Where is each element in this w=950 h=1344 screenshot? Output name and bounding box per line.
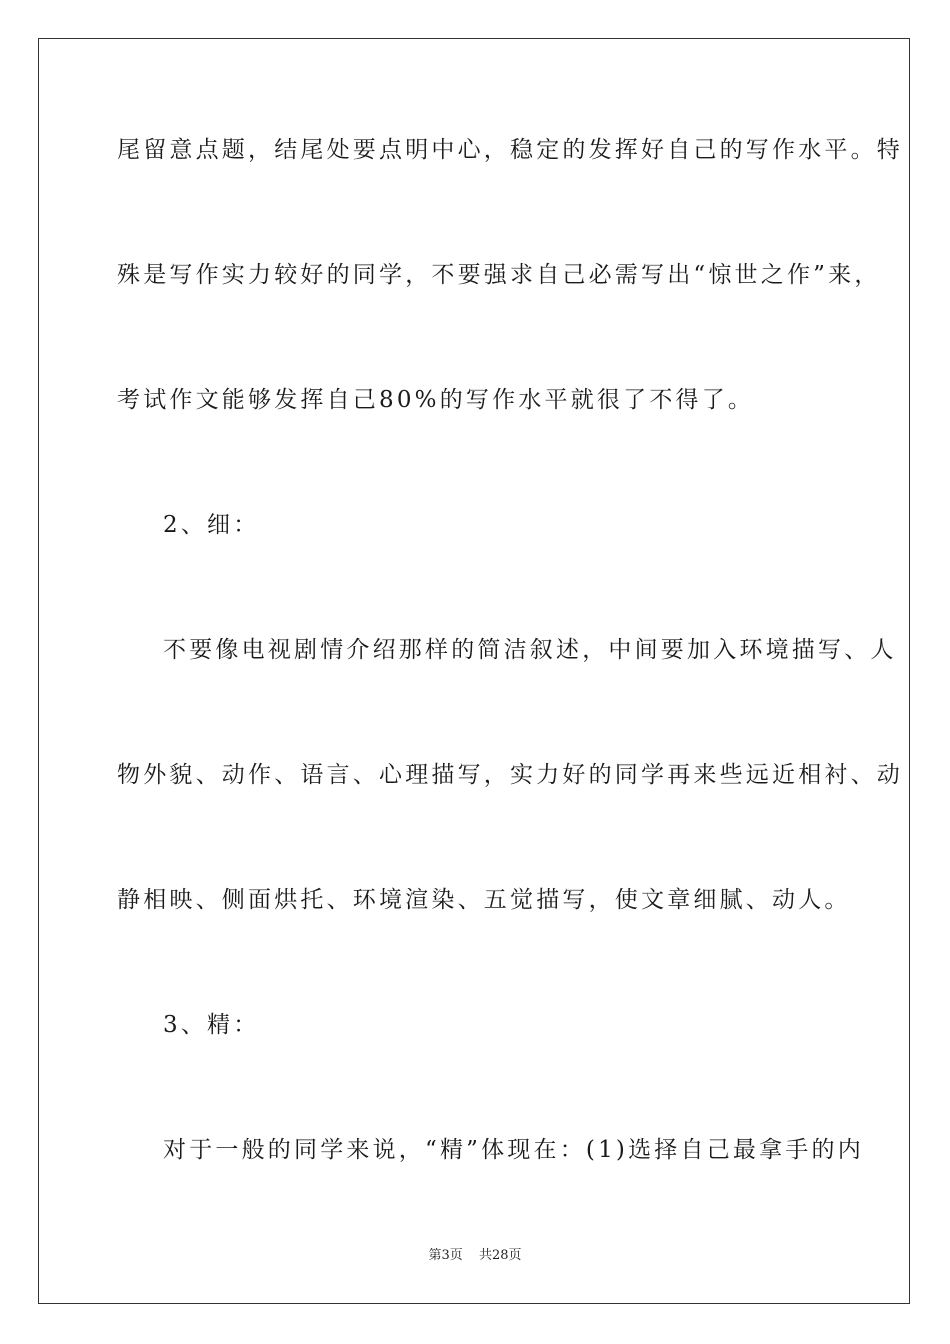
- section-heading-3: 3、精：: [163, 1012, 260, 1038]
- body-line-5: 不要像电视剧情介绍那样的简洁叙述，中间要加入环境描写、人: [163, 637, 897, 663]
- body-line-3: 考试作文能够发挥自己80%的写作水平就很了不得了。: [117, 387, 755, 413]
- page-border: [38, 38, 910, 1304]
- total-pages: 共28页: [478, 1248, 522, 1263]
- body-line-7: 静相映、侧面烘托、环境渲染、五觉描写，使文章细腻、动人。: [117, 887, 851, 913]
- body-line-6: 物外貌、动作、语言、心理描写，实力好的同学再来些远近相衬、动: [117, 762, 903, 788]
- section-heading-2: 2、细：: [163, 512, 260, 538]
- body-line-2: 殊是写作实力较好的同学，不要强求自己必需写出“惊世之作”来，: [117, 262, 881, 288]
- page-footer: [0, 1247, 950, 1265]
- page-number: 第3页: [428, 1248, 463, 1263]
- body-line-1: 尾留意点题，结尾处要点明中心，稳定的发挥好自己的写作水平。特: [117, 137, 903, 163]
- body-line-9: 对于一般的同学来说，“精”体现在：(1)选择自己最拿手的内: [163, 1137, 864, 1163]
